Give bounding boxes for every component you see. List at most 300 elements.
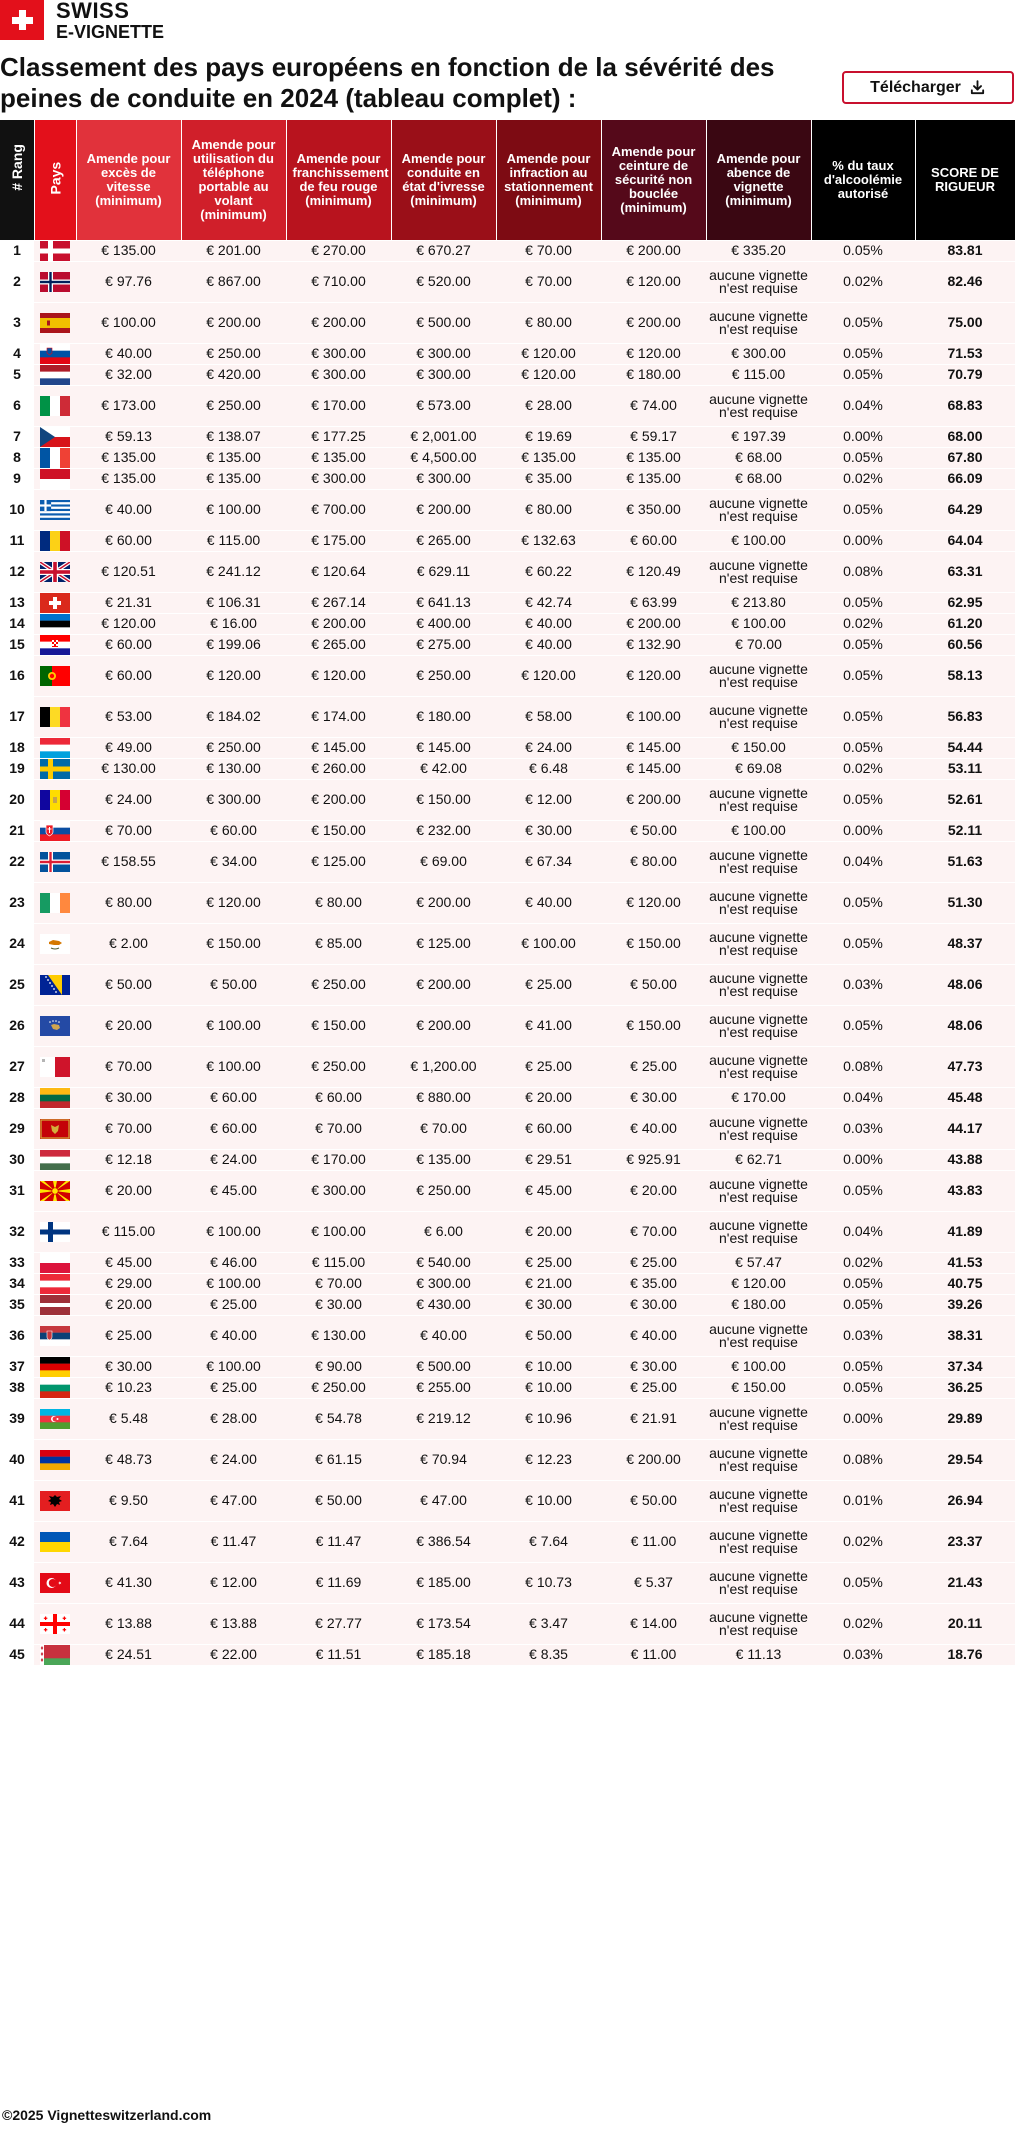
parking-fine-cell: € 20.00 — [496, 1211, 601, 1252]
alcohol-limit-cell: 0.05% — [811, 634, 915, 655]
country-cell — [34, 1315, 76, 1356]
strictness-score-cell: 21.43 — [915, 1562, 1015, 1603]
rank-cell: 6 — [0, 385, 34, 426]
strictness-score-cell: 18.76 — [915, 1644, 1015, 1665]
serbia-flag — [40, 1326, 70, 1346]
seatbelt-fine-cell: € 180.00 — [601, 364, 706, 385]
download-icon — [969, 79, 986, 96]
table-row — [0, 841, 1015, 882]
rank-cell: 37 — [0, 1356, 34, 1377]
rank-cell: 25 — [0, 964, 34, 1005]
rank-cell: 4 — [0, 343, 34, 364]
table-row — [0, 261, 1015, 302]
table-row — [0, 447, 1015, 468]
alcohol-limit-cell: 0.05% — [811, 489, 915, 530]
romania-flag — [40, 531, 70, 551]
speeding-fine-cell: € 97.76 — [76, 261, 181, 302]
vignette-fine-cell: aucune vignette n'est requise — [706, 1170, 811, 1211]
phone-fine-cell: € 46.00 — [181, 1252, 286, 1273]
red-light-fine-cell: € 200.00 — [286, 779, 391, 820]
rank-cell: 5 — [0, 364, 34, 385]
red-light-fine-cell: € 130.00 — [286, 1315, 391, 1356]
rank-cell: 22 — [0, 841, 34, 882]
alcohol-limit-cell: 0.04% — [811, 1211, 915, 1252]
seatbelt-fine-cell: € 40.00 — [601, 1108, 706, 1149]
red-light-fine-cell: € 115.00 — [286, 1252, 391, 1273]
country-cell — [34, 737, 76, 758]
phone-fine-cell: € 25.00 — [181, 1377, 286, 1398]
red-light-fine-cell: € 175.00 — [286, 530, 391, 551]
phone-fine-cell: € 200.00 — [181, 302, 286, 343]
table-row — [0, 1273, 1015, 1294]
seatbelt-fine-cell: € 200.00 — [601, 779, 706, 820]
seatbelt-fine-cell: € 63.99 — [601, 592, 706, 613]
alcohol-limit-cell: 0.05% — [811, 1356, 915, 1377]
header-seatbelt-fine: Amende pour ceinture de sécurité non bouclée (minimum) — [601, 120, 706, 240]
drunk-driving-fine-cell: € 232.00 — [391, 820, 496, 841]
phone-fine-cell: € 250.00 — [181, 737, 286, 758]
rank-cell: 17 — [0, 696, 34, 737]
strictness-score-cell: 64.04 — [915, 530, 1015, 551]
alcohol-limit-cell: 0.08% — [811, 1439, 915, 1480]
red-light-fine-cell: € 135.00 — [286, 447, 391, 468]
drunk-driving-fine-cell: € 200.00 — [391, 882, 496, 923]
seatbelt-fine-cell: € 120.00 — [601, 882, 706, 923]
phone-fine-cell: € 25.00 — [181, 1294, 286, 1315]
country-cell — [34, 240, 76, 261]
malta-flag — [40, 1057, 70, 1077]
parking-fine-cell: € 21.00 — [496, 1273, 601, 1294]
speeding-fine-cell: € 41.30 — [76, 1562, 181, 1603]
speeding-fine-cell: € 173.00 — [76, 385, 181, 426]
red-light-fine-cell: € 27.77 — [286, 1603, 391, 1644]
country-cell — [34, 964, 76, 1005]
seatbelt-fine-cell: € 120.49 — [601, 551, 706, 592]
strictness-score-cell: 63.31 — [915, 551, 1015, 592]
speeding-fine-cell: € 49.00 — [76, 737, 181, 758]
phone-fine-cell: € 135.00 — [181, 468, 286, 489]
rank-cell: 33 — [0, 1252, 34, 1273]
cyprus-flag — [40, 934, 70, 954]
speeding-fine-cell: € 135.00 — [76, 240, 181, 261]
parking-fine-cell: € 7.64 — [496, 1521, 601, 1562]
strictness-score-cell: 68.83 — [915, 385, 1015, 426]
azerbaijan-flag — [40, 1409, 70, 1429]
phone-fine-cell: € 130.00 — [181, 758, 286, 779]
north-macedonia-flag — [40, 1181, 70, 1201]
table-row — [0, 468, 1015, 489]
bulgaria-flag — [40, 1378, 70, 1398]
ireland-flag — [40, 893, 70, 913]
alcohol-limit-cell: 0.03% — [811, 964, 915, 1005]
alcohol-limit-cell: 0.08% — [811, 1046, 915, 1087]
parking-fine-cell: € 60.00 — [496, 1108, 601, 1149]
drunk-driving-fine-cell: € 47.00 — [391, 1480, 496, 1521]
vignette-fine-cell: € 70.00 — [706, 634, 811, 655]
alcohol-limit-cell: 0.05% — [811, 737, 915, 758]
rank-cell: 24 — [0, 923, 34, 964]
table-row — [0, 1398, 1015, 1439]
seatbelt-fine-cell: € 35.00 — [601, 1273, 706, 1294]
rank-cell: 43 — [0, 1562, 34, 1603]
speeding-fine-cell: € 9.50 — [76, 1480, 181, 1521]
country-cell — [34, 1398, 76, 1439]
rank-cell: 30 — [0, 1149, 34, 1170]
red-light-fine-cell: € 60.00 — [286, 1087, 391, 1108]
drunk-driving-fine-cell: € 70.00 — [391, 1108, 496, 1149]
parking-fine-cell: € 60.22 — [496, 551, 601, 592]
strictness-score-cell: 64.29 — [915, 489, 1015, 530]
country-cell — [34, 261, 76, 302]
brand-line2: E-VIGNETTE — [56, 21, 165, 42]
phone-fine-cell: € 34.00 — [181, 841, 286, 882]
alcohol-limit-cell: 0.02% — [811, 758, 915, 779]
table-row — [0, 1149, 1015, 1170]
georgia-flag — [40, 1614, 70, 1634]
phone-fine-cell: € 60.00 — [181, 1108, 286, 1149]
speeding-fine-cell: € 30.00 — [76, 1356, 181, 1377]
red-light-fine-cell: € 11.51 — [286, 1644, 391, 1665]
switzerland-flag — [40, 593, 70, 613]
country-cell — [34, 1108, 76, 1149]
table-row — [0, 1046, 1015, 1087]
speeding-fine-cell: € 10.23 — [76, 1377, 181, 1398]
seatbelt-fine-cell: € 80.00 — [601, 841, 706, 882]
country-cell — [34, 634, 76, 655]
drunk-driving-fine-cell: € 300.00 — [391, 364, 496, 385]
table-row — [0, 923, 1015, 964]
country-cell — [34, 551, 76, 592]
speeding-fine-cell: € 48.73 — [76, 1439, 181, 1480]
rank-cell: 8 — [0, 447, 34, 468]
phone-fine-cell: € 138.07 — [181, 426, 286, 447]
red-light-fine-cell: € 61.15 — [286, 1439, 391, 1480]
seatbelt-fine-cell: € 132.90 — [601, 634, 706, 655]
vignette-fine-cell: € 213.80 — [706, 592, 811, 613]
seatbelt-fine-cell: € 25.00 — [601, 1046, 706, 1087]
red-light-fine-cell: € 11.69 — [286, 1562, 391, 1603]
parking-fine-cell: € 28.00 — [496, 385, 601, 426]
header-phone-fine: Amende pour utilisation du téléphone portable au volant (minimum) — [181, 120, 286, 240]
drunk-driving-fine-cell: € 255.00 — [391, 1377, 496, 1398]
phone-fine-cell: € 250.00 — [181, 343, 286, 364]
strictness-score-cell: 62.95 — [915, 592, 1015, 613]
alcohol-limit-cell: 0.05% — [811, 343, 915, 364]
vignette-fine-cell: € 100.00 — [706, 1356, 811, 1377]
speeding-fine-cell: € 32.00 — [76, 364, 181, 385]
alcohol-limit-cell: 0.08% — [811, 551, 915, 592]
seatbelt-fine-cell: € 21.91 — [601, 1398, 706, 1439]
header-alcohol-limit: % du taux d'alcoolémie autorisé — [811, 120, 915, 240]
parking-fine-cell: € 30.00 — [496, 1294, 601, 1315]
country-cell — [34, 489, 76, 530]
rank-cell: 31 — [0, 1170, 34, 1211]
vignette-fine-cell: aucune vignette n'est requise — [706, 385, 811, 426]
country-cell — [34, 923, 76, 964]
country-cell — [34, 1046, 76, 1087]
rank-cell: 42 — [0, 1521, 34, 1562]
red-light-fine-cell: € 177.25 — [286, 426, 391, 447]
table-row — [0, 592, 1015, 613]
vignette-fine-cell: € 68.00 — [706, 447, 811, 468]
table-row — [0, 1087, 1015, 1108]
alcohol-limit-cell: 0.02% — [811, 1603, 915, 1644]
france-flag — [40, 448, 70, 468]
alcohol-limit-cell: 0.05% — [811, 923, 915, 964]
seatbelt-fine-cell: € 925.91 — [601, 1149, 706, 1170]
alcohol-limit-cell: 0.05% — [811, 655, 915, 696]
table-row — [0, 385, 1015, 426]
vignette-fine-cell: € 100.00 — [706, 613, 811, 634]
alcohol-limit-cell: 0.05% — [811, 1294, 915, 1315]
alcohol-limit-cell: 0.05% — [811, 1562, 915, 1603]
seatbelt-fine-cell: € 20.00 — [601, 1170, 706, 1211]
rank-cell: 41 — [0, 1480, 34, 1521]
luxembourg-flag — [40, 738, 70, 758]
phone-fine-cell: € 60.00 — [181, 820, 286, 841]
table-row — [0, 1294, 1015, 1315]
table-row — [0, 551, 1015, 592]
seatbelt-fine-cell: € 200.00 — [601, 1439, 706, 1480]
download-label: Télécharger — [870, 78, 961, 96]
vignette-fine-cell: € 100.00 — [706, 820, 811, 841]
rank-cell: 28 — [0, 1087, 34, 1108]
rank-cell: 39 — [0, 1398, 34, 1439]
seatbelt-fine-cell: € 30.00 — [601, 1087, 706, 1108]
speeding-fine-cell: € 24.00 — [76, 779, 181, 820]
seatbelt-fine-cell: € 200.00 — [601, 613, 706, 634]
rank-cell: 40 — [0, 1439, 34, 1480]
seatbelt-fine-cell: € 120.00 — [601, 261, 706, 302]
strictness-score-cell: 44.17 — [915, 1108, 1015, 1149]
alcohol-limit-cell: 0.05% — [811, 696, 915, 737]
parking-fine-cell: € 120.00 — [496, 655, 601, 696]
strictness-score-cell: 52.61 — [915, 779, 1015, 820]
country-cell — [34, 1170, 76, 1211]
swiss-cross-icon — [0, 0, 44, 40]
seatbelt-fine-cell: € 11.00 — [601, 1644, 706, 1665]
strictness-score-cell: 41.89 — [915, 1211, 1015, 1252]
country-cell — [34, 1294, 76, 1315]
drunk-driving-fine-cell: € 300.00 — [391, 1273, 496, 1294]
red-light-fine-cell: € 11.47 — [286, 1521, 391, 1562]
drunk-driving-fine-cell: € 641.13 — [391, 592, 496, 613]
parking-fine-cell: € 12.23 — [496, 1439, 601, 1480]
strictness-score-cell: 23.37 — [915, 1521, 1015, 1562]
country-cell — [34, 364, 76, 385]
speeding-fine-cell: € 7.64 — [76, 1521, 181, 1562]
strictness-score-cell: 82.46 — [915, 261, 1015, 302]
parking-fine-cell: € 24.00 — [496, 737, 601, 758]
country-cell — [34, 1644, 76, 1665]
header-parking-fine: Amende pour infraction au stationnement (minimum) — [496, 120, 601, 240]
speeding-fine-cell: € 40.00 — [76, 489, 181, 530]
denmark-flag — [40, 241, 70, 261]
parking-fine-cell: € 25.00 — [496, 1252, 601, 1273]
red-light-fine-cell: € 54.78 — [286, 1398, 391, 1439]
phone-fine-cell: € 250.00 — [181, 385, 286, 426]
alcohol-limit-cell: 0.02% — [811, 613, 915, 634]
table-row — [0, 1005, 1015, 1046]
table-row — [0, 1377, 1015, 1398]
vignette-fine-cell: aucune vignette n'est requise — [706, 1603, 811, 1644]
country-cell — [34, 302, 76, 343]
country-cell — [34, 530, 76, 551]
vignette-fine-cell: aucune vignette n'est requise — [706, 1211, 811, 1252]
vignette-fine-cell: € 150.00 — [706, 737, 811, 758]
parking-fine-cell: € 67.34 — [496, 841, 601, 882]
alcohol-limit-cell: 0.00% — [811, 1149, 915, 1170]
strictness-score-cell: 60.56 — [915, 634, 1015, 655]
vignette-fine-cell: aucune vignette n'est requise — [706, 1521, 811, 1562]
seatbelt-fine-cell: € 50.00 — [601, 964, 706, 1005]
drunk-driving-fine-cell: € 40.00 — [391, 1315, 496, 1356]
country-cell — [34, 343, 76, 364]
red-light-fine-cell: € 300.00 — [286, 364, 391, 385]
red-light-fine-cell: € 300.00 — [286, 343, 391, 364]
alcohol-limit-cell: 0.00% — [811, 820, 915, 841]
strictness-score-cell: 51.63 — [915, 841, 1015, 882]
strictness-score-cell: 58.13 — [915, 655, 1015, 696]
vignette-fine-cell: aucune vignette n'est requise — [706, 1562, 811, 1603]
rank-cell: 7 — [0, 426, 34, 447]
rank-cell: 26 — [0, 1005, 34, 1046]
phone-fine-cell: € 45.00 — [181, 1170, 286, 1211]
seatbelt-fine-cell: € 150.00 — [601, 923, 706, 964]
austria-flag — [40, 1274, 70, 1294]
drunk-driving-fine-cell: € 145.00 — [391, 737, 496, 758]
table-row — [0, 1252, 1015, 1273]
rank-cell: 16 — [0, 655, 34, 696]
drunk-driving-fine-cell: € 629.11 — [391, 551, 496, 592]
vignette-fine-cell: aucune vignette n'est requise — [706, 1480, 811, 1521]
iceland-flag — [40, 852, 70, 872]
alcohol-limit-cell: 0.00% — [811, 1398, 915, 1439]
drunk-driving-fine-cell: € 1,200.00 — [391, 1046, 496, 1087]
brand-logo[interactable] — [0, 0, 164, 40]
alcohol-limit-cell: 0.01% — [811, 1480, 915, 1521]
strictness-score-cell: 71.53 — [915, 343, 1015, 364]
strictness-score-cell: 40.75 — [915, 1273, 1015, 1294]
seatbelt-fine-cell: € 120.00 — [601, 343, 706, 364]
speeding-fine-cell: € 60.00 — [76, 634, 181, 655]
drunk-driving-fine-cell: € 573.00 — [391, 385, 496, 426]
speeding-fine-cell: € 120.51 — [76, 551, 181, 592]
greece-flag — [40, 500, 70, 520]
drunk-driving-fine-cell: € 2,001.00 — [391, 426, 496, 447]
alcohol-limit-cell: 0.03% — [811, 1644, 915, 1665]
table-row — [0, 530, 1015, 551]
rank-cell: 34 — [0, 1273, 34, 1294]
strictness-score-cell: 29.54 — [915, 1439, 1015, 1480]
rank-cell: 15 — [0, 634, 34, 655]
alcohol-limit-cell: 0.05% — [811, 882, 915, 923]
table-row — [0, 696, 1015, 737]
red-light-fine-cell: € 70.00 — [286, 1273, 391, 1294]
parking-fine-cell: € 135.00 — [496, 447, 601, 468]
parking-fine-cell: € 40.00 — [496, 882, 601, 923]
country-cell — [34, 1439, 76, 1480]
phone-fine-cell: € 12.00 — [181, 1562, 286, 1603]
parking-fine-cell: € 10.73 — [496, 1562, 601, 1603]
estonia-flag — [40, 614, 70, 634]
rank-cell: 27 — [0, 1046, 34, 1087]
drunk-driving-fine-cell: € 300.00 — [391, 468, 496, 489]
country-cell — [34, 1377, 76, 1398]
speeding-fine-cell: € 120.00 — [76, 613, 181, 634]
country-cell — [34, 1603, 76, 1644]
speeding-fine-cell: € 21.31 — [76, 592, 181, 613]
drunk-driving-fine-cell: € 400.00 — [391, 613, 496, 634]
alcohol-limit-cell: 0.05% — [811, 779, 915, 820]
drunk-driving-fine-cell: € 250.00 — [391, 655, 496, 696]
speeding-fine-cell: € 29.00 — [76, 1273, 181, 1294]
parking-fine-cell: € 132.63 — [496, 530, 601, 551]
albania-flag — [40, 1491, 70, 1511]
strictness-score-cell: 48.37 — [915, 923, 1015, 964]
rank-cell: 18 — [0, 737, 34, 758]
vignette-fine-cell: € 11.13 — [706, 1644, 811, 1665]
alcohol-limit-cell: 0.02% — [811, 468, 915, 489]
alcohol-limit-cell: 0.02% — [811, 261, 915, 302]
drunk-driving-fine-cell: € 880.00 — [391, 1087, 496, 1108]
vignette-fine-cell: aucune vignette n'est requise — [706, 779, 811, 820]
vignette-fine-cell: aucune vignette n'est requise — [706, 923, 811, 964]
phone-fine-cell: € 300.00 — [181, 779, 286, 820]
parking-fine-cell: € 40.00 — [496, 634, 601, 655]
country-cell — [34, 1273, 76, 1294]
ranking-table — [0, 120, 1015, 1665]
monaco-flag — [40, 469, 70, 489]
parking-fine-cell: € 80.00 — [496, 302, 601, 343]
table-row — [0, 737, 1015, 758]
rank-cell: 11 — [0, 530, 34, 551]
vignette-fine-cell: € 300.00 — [706, 343, 811, 364]
rank-cell: 2 — [0, 261, 34, 302]
phone-fine-cell: € 13.88 — [181, 1603, 286, 1644]
seatbelt-fine-cell: € 25.00 — [601, 1377, 706, 1398]
seatbelt-fine-cell: € 30.00 — [601, 1356, 706, 1377]
alcohol-limit-cell: 0.00% — [811, 426, 915, 447]
seatbelt-fine-cell: € 50.00 — [601, 1480, 706, 1521]
alcohol-limit-cell: 0.02% — [811, 1252, 915, 1273]
parking-fine-cell: € 10.00 — [496, 1356, 601, 1377]
speeding-fine-cell: € 13.88 — [76, 1603, 181, 1644]
download-button[interactable] — [842, 71, 1014, 104]
seatbelt-fine-cell: € 135.00 — [601, 447, 706, 468]
table-row — [0, 1356, 1015, 1377]
rank-cell: 21 — [0, 820, 34, 841]
parking-fine-cell: € 100.00 — [496, 923, 601, 964]
seatbelt-fine-cell: € 100.00 — [601, 696, 706, 737]
vignette-fine-cell: aucune vignette n'est requise — [706, 964, 811, 1005]
vignette-fine-cell: aucune vignette n'est requise — [706, 1315, 811, 1356]
country-cell — [34, 696, 76, 737]
vignette-fine-cell: € 115.00 — [706, 364, 811, 385]
speeding-fine-cell: € 53.00 — [76, 696, 181, 737]
drunk-driving-fine-cell: € 150.00 — [391, 779, 496, 820]
table-row — [0, 1562, 1015, 1603]
parking-fine-cell: € 20.00 — [496, 1087, 601, 1108]
country-cell — [34, 592, 76, 613]
parking-fine-cell: € 70.00 — [496, 240, 601, 261]
strictness-score-cell: 83.81 — [915, 240, 1015, 261]
latvia-flag — [40, 1295, 70, 1315]
strictness-score-cell: 75.00 — [915, 302, 1015, 343]
phone-fine-cell: € 135.00 — [181, 447, 286, 468]
phone-fine-cell: € 60.00 — [181, 1087, 286, 1108]
rank-cell: 14 — [0, 613, 34, 634]
